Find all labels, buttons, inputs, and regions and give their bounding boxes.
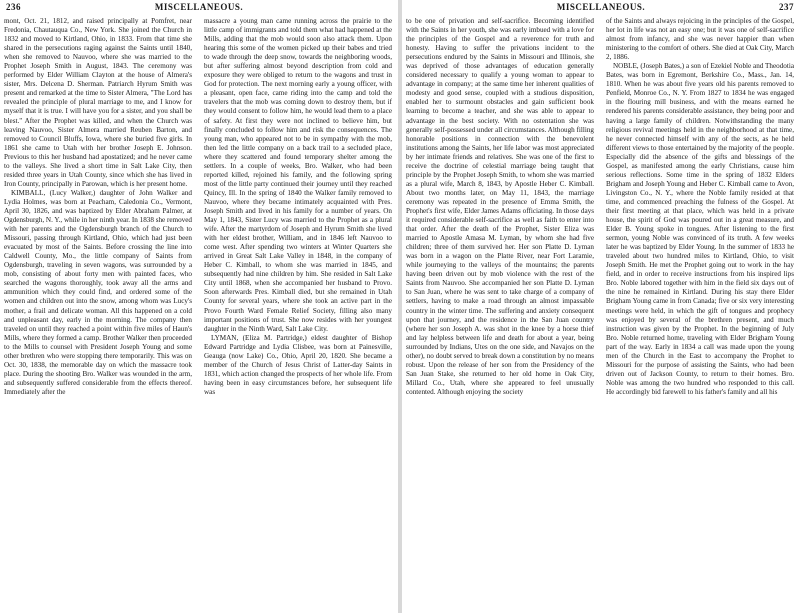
paragraph-noble-joseph: NOBLE, (Joseph Bates,) a son of Ezekiel Noble and Theodotia Bates, was born in Egremont, Berkshire Co., Mass., Jan. 14, 1810. When he was about five years old his parents removed to Penfield, Monroe Co., N. Y. From 1827 to 1834 he was engaged in the flouring mill business, and with the means earned he rendered his parents considerable assistance, they being poor and having a large family of children. Notwithstanding the many religious revival meetings held in the neighborhood at that time, he never connected himself with any of the sects, as he held different views to those entertained by the majority of the people. Especially did the absence of the gifts and blessings of the Gospel, as manifested among the early Christians, cause him serious reflections. Some time in the spring of 1832 Elders Brigham and Joseph Young and Heber C. Kimball came to Avon, Livingston Co., N. Y., where the Noble family resided at that time, and commenced preaching the fulness of the Gospel. At their first meeting at that place, which was held in a private house, the spirit of God was poured out in a great measure, and Elder B. Young spoke in tongues. After listening to the first sermon, young Noble was convinced of its truth. A few weeks later he was baptized by Elder Young. In the summer of 1833 he traveled about two hundred miles to Kirtland, Ohio, to visit Joseph Smith. He met the Prophet going out to work in the hay field, and in order to receive instructions from his inspired lips Bro. Noble labored together with him in the field six days out of the nine he remained in Kirtland. During his stay there Elder Brigham Young came in from Canada; five or six very interesting meetings were held, in which the gift of tongues and prophecy was enjoyed by several of the brethren present, and much instruction was given by the Prophet. In the beginning of July Bro. Noble returned home, traveling with Elder Brigham Young part of the way. Early in 1834 a call was made upon the young men of the Church in the East to accompany the Prophet to Missouri for the purpose of assisting the Saints, who had been driven out of Jackson County, to return to their homes. Bro. Noble was among the two hundred who responded to this call. He accordingly bid farewell to his father's family and all his: [606, 62, 794, 396]
paragraph: mont, Oct. 21, 1812, and raised principally at Pomfret, near Fredonia, Chautauqua Co., New York. She joined the Church in 1832 and moved to Kirtland, Ohio, in 1833. From that time she shared in the persecutions raging against the Saints until 1840, when she removed to Nauvoo, where she was married to the Prophet Joseph Smith in August, 1843. The ceremony was performed by Elder William Clayton at the house of Almera's sister, Mrs. Delcena D. Sherman. Patriarch Hyrum Smith was present and remarked at the time to Sister Almera, "The Lord has revealed the principle of plural marriage to me, and I know for myself that it is true. I will have you for a sister, and you shall be blest." After the Prophet was killed, and when the Church was leaving Nauvoo, Sister Almera married Reuben Barton, and removed to Council Bluffs, Iowa, where she buried five girls. In 1861 she came to Utah with her brother Joseph E. Johnson. Previous to this her husband had apostatized; and he never came to the valleys. She lived a short time in Salt Lake City, then resided three years in Utah County, since which she has lived in Iron County, principally in Parowan, which is her present home.: [4, 17, 192, 188]
paragraph: to be one of privation and self-sacrifice. Becoming identified with the Saints in her youth, she was early imbued with a love for the principles of the Gospel and a reverence for truth and honesty. Having to suffer the privations incident to the persecutions endured by the Saints in Missouri and Illinois, she was deprived of those advantages of education generally considered necessary to qualify a young woman to appear to advantage in company; at the same time her inherent qualities of modesty and good sense, coupled with a studious disposition, enabled her to surmount obstacles and gain sufficient book learning to become a teacher, and she was able to appear to advantage in the best society. With no ostentation she was generally self-possessed under all circumstances. Although filling honorable positions in connection with the benevolent institutions among the Saints, her life labor was most appreciated by her intimate friends and relatives. She was one of the first to receive the doctrine of celestial marriage being taught that principle by the Prophet Joseph Smith, to whom she was married as a plural wife, March 8, 1843, by Apostle Heber C. Kimball. About two months later, on May 11, 1843, the marriage ceremony was repeated in the presence of Emma Smith, the Prophet's first wife, Elder James Adams officiating. In those days it required considerable self-sacrifice as well as faith to enter into that order. After the death of the Prophet, Sister Eliza was married to Apostle Amasa M. Lyman, by whom she had five children; three of them survived her. Her son Platte D. Lyman was born in a wagon on the Platte River, near Fort Laramie, while journeying to the valleys of the mountains; the parents having been driven out by mob violence with the rest of the Saints from Nauvoo. She accompanied her son Platte D. Lyman to San Juan, where he was sent to take charge of a company of settlers, having to make a road through an almost impassable country in the winter time. The suffering and anxiety consequent upon that journey, and the residence in the San Juan country (where her son Joseph A. was shot in the knee by a horse thief and lay helpless between life and death for about a year, being surrounded by Indians, Utes on the one side, and Navajos on the other), no doubt served to break down a constitution by no means robust. Upon the release of her son from the Presidency of the San Juan Stake, she returned to her old home in Oak City, Millard Co., Utah, where she appeared to feel unusually contented. Although enjoying the society: [406, 17, 594, 396]
right-running-head: MISCELLANEOUS.: [556, 2, 646, 12]
left-running-head: MISCELLANEOUS.: [154, 2, 244, 12]
right-page: [402, 0, 800, 613]
right-column-1: [406, 17, 594, 611]
left-column-1: [4, 17, 192, 611]
paragraph-kimball-lucy: KIMBALL, (Lucy Walker,) daughter of John Walker and Lydia Holmes, was born at Peacham, Caledonia Co., Vermont, April 30, 1826, and was baptized by Elder Abraham Palmer, at Ogdensburgh, N. Y., while in her ninth year. In 1838 she removed with her parents and the Ogdensburgh branch of the Church to Missouri, passing through Kirtland, Ohio, which had just been evacuated by most of the Saints. Before crossing the line into Caldwell County, Mo., the little company of Saints from Ogdensburgh, traveling in seven wagons, was surrounded by a mob, consisting of about forty men with painted faces, who searched the wagons thoroughly, took away all the arms and ammunition which they could find, and ordered some of the women and children out into the snow, among whom was Lucy's mother, a frail and delicate woman. All this happened on a cold and unpleasant day, early in the morning. The company then traveled on until they reached a point within five miles of Haun's Mills, where they formed a camp. Brother Walker then proceeded to the Mills to counsel with President Joseph Young and some other brethren who were stopping there temporarily. This was on Oct. 30, 1838, the memorable day on which the massacre took place. During the shooting Bro. Walker was wounded in the arm, and subsequently suffered considerable from the effects thereof. Immediately after the: [4, 188, 192, 396]
right-page-number: 237: [779, 2, 794, 12]
paragraph-lyman-eliza: LYMAN, (Eliza M. Partridge,) eldest daughter of Bishop Edward Partridge and Lydia Clisbee, was born at Painesville, Geauga (now Lake) Co., Ohio, April 20, 1820. She became a member of the Church of Jesus Christ of Latter-day Saints in 1831, which action changed the prospects of her whole life. From having been in easy circumstances before, her subsequent life was: [204, 333, 392, 396]
left-page: [0, 0, 398, 613]
left-column-2: [204, 17, 392, 611]
right-column-2: [606, 17, 794, 611]
paragraph: of the Saints and always rejoicing in the principles of the Gospel, her lot in life was not an easy one; but it was one of self-sacrifice almost from infancy, and she was never happier than when ministering to the comfort of others. She died at Oak City, March 2, 1886.: [606, 17, 794, 62]
paragraph: massacre a young man came running across the prairie to the little camp of immigrants and told them what had happened at the Mills, adding that the mob would soon also attack them. Upon hearing this some of the women picked up their babes and tried to wade through the deep snow, towards the neighboring woods, but after suffering almost beyond description from cold and exposure they were obliged to return to the wagons and trust in God for protection. The next morning early a young officer, with a pleasant, open face, came riding into the camp and told the travelers that the mob was coming down to destroy them, but if they would consent to follow him, he would lead them to a place of safety. At first they were not inclined to believe him, but finally concluded to follow him and risk the consequences. The young man, who appeared not to be in sympathy with the mob, then led the little company on a back trail to a secluded place, where they scattered and found temporary shelter among the settlers. In a couple of weeks, Bro. Walker, who had been reported killed, rejoined his family, and the following spring most of the little party continued their journey until they reached Quincy, Ill. In the spring of 1840 the Walker family removed to Nauvoo, where they became intimately acquainted with Pres. Joseph Smith and lived in his family for a number of years. On May 1, 1843, Sister Lucy was married to the Prophet as a plural wife. After the martyrdom of Joseph and Hyrum Smith she lived with her eldest brother, William, and in 1846 left Nauvoo to come west. After spending two winters at Winter Quarters she arrived in Great Salt Lake Valley in 1848, in the company of Heber C. Kimball, to whom she was married in 1845, and subsequently had nine children by him. She resided in Salt Lake City until 1868, when she accompanied her husband to Provo. Soon afterwards Pres. Kimball died, but she remained in Utah County for several years, where she took an active part in the Provo Fourth Ward Female Relief Society, filling also many important positions of trust. She now resides with her youngest daughter in the Ninth Ward, Salt Lake City.: [204, 17, 392, 333]
left-page-number: 236: [6, 2, 21, 12]
